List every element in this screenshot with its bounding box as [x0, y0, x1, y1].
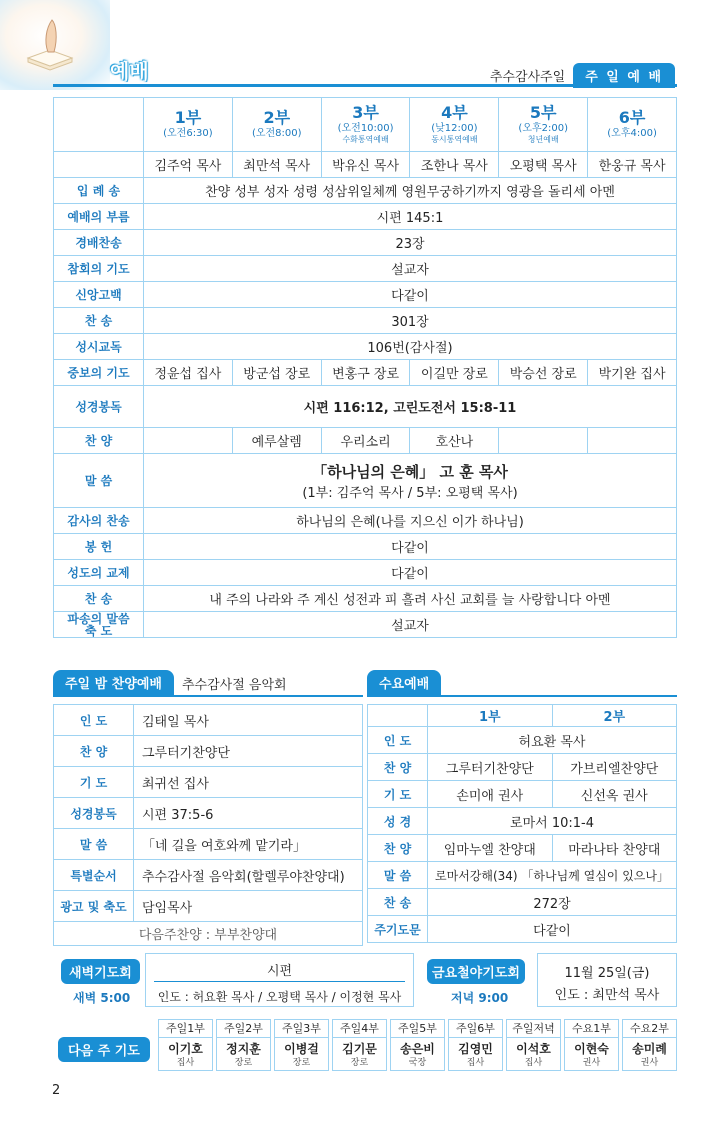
row-value: 허요환 목사 — [428, 727, 677, 754]
prayer-cell — [390, 1019, 445, 1071]
evening-divider — [53, 695, 363, 697]
evening-row — [54, 829, 363, 860]
prayer-name: 송미례 — [632, 1042, 667, 1056]
choir-cell: 예루살렘 — [232, 428, 321, 454]
row-value: 설교자 — [144, 256, 677, 282]
prayer-cell — [274, 1019, 329, 1071]
prayer-name: 이현숙 — [574, 1042, 609, 1056]
order-row — [54, 560, 677, 586]
wednesday-header-row — [368, 705, 677, 727]
order-row — [54, 428, 677, 454]
row-label: 찬 송 — [54, 586, 144, 612]
friday-date: 11월 25일(금) — [564, 966, 650, 981]
service-header-row — [54, 98, 677, 152]
row-label — [54, 612, 144, 638]
service-leader: 박유신 목사 — [321, 152, 410, 178]
friday-box — [537, 953, 677, 1007]
prayer-slot: 주일3부 — [274, 1019, 329, 1038]
order-row — [54, 386, 677, 428]
dawn-prayer-section — [53, 953, 414, 1007]
praying-hands-icon — [20, 14, 80, 74]
prayer-person — [158, 1038, 213, 1071]
service-6-header: 6부 (오후4:00) — [588, 98, 677, 152]
prayer-slot: 주일6부 — [448, 1019, 503, 1038]
row-value: 「네 길을 여호와께 맡기라」 — [134, 829, 363, 860]
intercessor: 박승선 장로 — [499, 360, 588, 386]
row-label: 인 도 — [54, 705, 134, 736]
row-label: 찬 송 — [54, 308, 144, 334]
row-label: 기 도 — [368, 781, 428, 808]
row-value: 272장 — [428, 889, 677, 916]
row-value: 가브리엘찬양단 — [552, 754, 677, 781]
row-value: 106번(감사절) — [144, 334, 677, 360]
row-label-line: 축 도 — [84, 623, 113, 638]
prayer-name: 김영민 — [458, 1042, 493, 1056]
row-value: 신선옥 권사 — [552, 781, 677, 808]
service-leader: 조한나 목사 — [410, 152, 499, 178]
order-row — [54, 178, 677, 204]
prayer-slot: 수요1부 — [564, 1019, 619, 1038]
prayer-slot: 주일2부 — [216, 1019, 271, 1038]
row-value: 그루터기찬양단 — [428, 754, 553, 781]
prayer-name: 이병걸 — [284, 1042, 319, 1056]
row-value: 그루터기찬양단 — [134, 736, 363, 767]
service-leader: 한웅규 목사 — [588, 152, 677, 178]
evening-tab: 주일 밤 찬양예배 — [53, 670, 174, 695]
prayer-slot: 주일4부 — [332, 1019, 387, 1038]
row-label: 성 경 — [368, 808, 428, 835]
intercessor: 박기완 집사 — [588, 360, 677, 386]
order-row — [54, 508, 677, 534]
row-label: 신앙고백 — [54, 282, 144, 308]
row-value: 내 주의 나라와 주 계신 성전과 피 흘려 사신 교회를 늘 사랑합니다 아멘 — [144, 586, 677, 612]
row-label: 성경봉독 — [54, 798, 134, 829]
intercessor: 방군섭 장로 — [232, 360, 321, 386]
row-value: 시편 145:1 — [144, 204, 677, 230]
row-label: 말 씀 — [54, 829, 134, 860]
row-label-line: 파송의 말씀 — [67, 611, 130, 626]
row-label: 찬 양 — [368, 835, 428, 862]
row-label: 성도의 교제 — [54, 560, 144, 586]
row-value: 다같이 — [144, 560, 677, 586]
row-value: 다같이 — [144, 282, 677, 308]
row-label: 인 도 — [368, 727, 428, 754]
service-3-header: 3부 (오전10:00) 수화통역예배 — [321, 98, 410, 152]
header-subtitle: 추수감사주일 — [489, 69, 566, 85]
prayer-title: 장로 — [292, 1058, 311, 1068]
service-4-header: 4부 (낮12:00) 동시통역예배 — [410, 98, 499, 152]
evening-row — [54, 891, 363, 922]
prayer-slot: 주일저녁 — [506, 1019, 561, 1038]
wednesday-tab: 수요예배 — [367, 670, 441, 695]
row-value: 마라나타 찬양대 — [552, 835, 677, 862]
prayer-title: 권사 — [582, 1058, 601, 1068]
page-number: 2 — [52, 1083, 61, 1098]
row-label: 특별순서 — [54, 860, 134, 891]
row-value: 로마서강해(34) 「하나님께 열심이 있으나」 — [428, 862, 677, 889]
prayer-title: 장로 — [234, 1058, 253, 1068]
choir-cell: 우리소리 — [321, 428, 410, 454]
dawn-divider — [154, 981, 405, 982]
order-row — [54, 454, 677, 508]
prayer-slot: 수요2부 — [622, 1019, 677, 1038]
prayer-cell — [216, 1019, 271, 1071]
prayer-title: 국장 — [408, 1058, 427, 1068]
wednesday-row — [368, 754, 677, 781]
intercessor: 이길만 장로 — [410, 360, 499, 386]
blank-cell — [368, 705, 428, 727]
row-label: 찬 송 — [368, 889, 428, 916]
row-label: 찬 양 — [54, 736, 134, 767]
dawn-topic: 시편 — [266, 964, 293, 979]
row-label: 주기도문 — [368, 916, 428, 943]
choir-cell — [588, 428, 677, 454]
friday-leader: 인도 : 최만석 목사 — [554, 988, 660, 1003]
friday-tab: 금요철야기도회 — [427, 959, 525, 984]
prayer-person — [274, 1038, 329, 1071]
wednesday-row — [368, 727, 677, 754]
row-value: 추수감사절 음악회(할렐루야찬양대) — [134, 860, 363, 891]
prayer-name: 송은비 — [400, 1042, 435, 1056]
row-label: 광고 및 축도 — [54, 891, 134, 922]
sunday-service-table — [53, 97, 677, 638]
row-label: 경배찬송 — [54, 230, 144, 256]
prayer-person — [506, 1038, 561, 1071]
row-value: 찬양 성부 성자 성령 성삼위일체께 영원무궁하기까지 영광을 돌리세 아멘 — [144, 178, 677, 204]
prayer-title: 권사 — [640, 1058, 659, 1068]
service-leader: 김주억 목사 — [144, 152, 233, 178]
row-label: 참회의 기도 — [54, 256, 144, 282]
prayer-slot: 주일1부 — [158, 1019, 213, 1038]
row-value: 로마서 10:1-4 — [428, 808, 677, 835]
dawn-time: 새벽 5:00 — [73, 991, 131, 1005]
prayer-slot: 주일5부 — [390, 1019, 445, 1038]
evening-row — [54, 860, 363, 891]
col-header: 1부 — [428, 705, 553, 727]
row-label: 말 씀 — [368, 862, 428, 889]
next-week-tab: 다음 주 기도 — [58, 1037, 150, 1062]
row-label: 감사의 찬송 — [54, 508, 144, 534]
prayer-cell — [332, 1019, 387, 1071]
order-row — [54, 308, 677, 334]
order-row — [54, 230, 677, 256]
sermon-cell — [144, 454, 677, 508]
prayer-cell — [448, 1019, 503, 1071]
blank-cell — [54, 152, 144, 178]
prayer-person — [216, 1038, 271, 1071]
sermon-title: 「하나님의 은혜」 고 훈 목사 — [312, 462, 508, 481]
row-value: 다같이 — [428, 916, 677, 943]
col-header: 2부 — [552, 705, 677, 727]
evening-worship-section — [53, 670, 363, 946]
prayer-name: 김기문 — [342, 1042, 377, 1056]
order-row — [54, 282, 677, 308]
header-right — [490, 64, 675, 86]
service-leader: 최만석 목사 — [232, 152, 321, 178]
wednesday-row — [368, 835, 677, 862]
next-week-prayer-section — [58, 1019, 677, 1073]
row-value: 손미애 권사 — [428, 781, 553, 808]
row-value: 다같이 — [144, 534, 677, 560]
prayer-name: 이기호 — [168, 1042, 203, 1056]
row-value: 하나님의 은혜(나를 지으신 이가 하나님) — [144, 508, 677, 534]
prayer-title: 집사 — [466, 1058, 485, 1068]
wednesday-worship-section — [367, 670, 677, 943]
evening-table — [53, 704, 363, 946]
dawn-leaders: 인도 : 허요환 목사 / 오평택 목사 / 이정현 목사 — [157, 990, 402, 1004]
row-label: 기 도 — [54, 767, 134, 798]
row-label: 찬 양 — [368, 754, 428, 781]
service-leader: 오평택 목사 — [499, 152, 588, 178]
prayer-title: 장로 — [350, 1058, 369, 1068]
intercessor: 정윤섭 집사 — [144, 360, 233, 386]
header-illustration — [0, 0, 110, 90]
wednesday-divider — [367, 695, 677, 697]
evening-subtitle: 추수감사절 음악회 — [181, 678, 287, 693]
prayer-person — [332, 1038, 387, 1071]
friday-prayer-section — [425, 953, 677, 1007]
prayer-cell — [564, 1019, 619, 1071]
row-label: 찬 양 — [54, 428, 144, 454]
sermon-sub: (1부: 김주억 목사 / 5부: 오평택 목사) — [302, 485, 518, 501]
prayer-person — [448, 1038, 503, 1071]
row-value: 301장 — [144, 308, 677, 334]
prayer-person — [390, 1038, 445, 1071]
wednesday-row — [368, 862, 677, 889]
blank-cell — [54, 98, 144, 152]
dawn-box — [145, 953, 414, 1007]
row-label: 중보의 기도 — [54, 360, 144, 386]
service-5-header: 5부 (오후2:00) 청년예배 — [499, 98, 588, 152]
row-label: 봉 헌 — [54, 534, 144, 560]
row-value: 최귀선 집사 — [134, 767, 363, 798]
prayer-name: 이석호 — [516, 1042, 551, 1056]
service-1-header: 1부 (오전6:30) — [144, 98, 233, 152]
row-value: 23장 — [144, 230, 677, 256]
prayer-person — [564, 1038, 619, 1071]
prayer-cell — [158, 1019, 213, 1071]
prayer-title: 집사 — [176, 1058, 195, 1068]
order-row — [54, 334, 677, 360]
next-week-cells — [158, 1019, 677, 1071]
header-tab: 주 일 예 배 — [573, 63, 675, 88]
prayer-cell — [622, 1019, 677, 1071]
intercessor: 변홍구 장로 — [321, 360, 410, 386]
wednesday-row — [368, 808, 677, 835]
wednesday-row — [368, 916, 677, 943]
friday-time: 저녁 9:00 — [451, 991, 509, 1005]
evening-row — [54, 736, 363, 767]
evening-header — [53, 670, 363, 695]
order-row — [54, 586, 677, 612]
wednesday-row — [368, 889, 677, 916]
row-value: 설교자 — [144, 612, 677, 638]
row-label: 예배의 부름 — [54, 204, 144, 230]
order-row — [54, 360, 677, 386]
row-value: 김태일 목사 — [134, 705, 363, 736]
row-value: 임마누엘 찬양대 — [428, 835, 553, 862]
wednesday-row — [368, 781, 677, 808]
header-divider — [53, 84, 677, 87]
prayer-title: 집사 — [524, 1058, 543, 1068]
evening-footer-row — [54, 922, 363, 946]
service-2-header: 2부 (오전8:00) — [232, 98, 321, 152]
row-value: 담임목사 — [134, 891, 363, 922]
wednesday-table — [367, 704, 677, 943]
evening-row — [54, 798, 363, 829]
row-label: 성시교독 — [54, 334, 144, 360]
row-label: 성경봉독 — [54, 386, 144, 428]
evening-row — [54, 767, 363, 798]
order-row — [54, 204, 677, 230]
dawn-tab: 새벽기도회 — [61, 959, 140, 984]
row-label: 입 례 송 — [54, 178, 144, 204]
choir-cell: 호산나 — [410, 428, 499, 454]
order-row — [54, 256, 677, 282]
next-week-choir: 다음주찬양 : 부부찬양대 — [54, 922, 363, 946]
prayer-cell — [506, 1019, 561, 1071]
order-row — [54, 534, 677, 560]
prayer-person — [622, 1038, 677, 1071]
order-row — [54, 612, 677, 638]
row-value: 시편 37:5-6 — [134, 798, 363, 829]
row-label: 말 씀 — [54, 454, 144, 508]
prayer-name: 정지훈 — [226, 1042, 261, 1056]
service-leader-row — [54, 152, 677, 178]
scripture-reading: 시편 116:12, 고린도전서 15:8-11 — [144, 386, 677, 428]
choir-cell — [499, 428, 588, 454]
choir-cell — [144, 428, 233, 454]
evening-row — [54, 705, 363, 736]
page-title: 예배 — [110, 59, 149, 83]
